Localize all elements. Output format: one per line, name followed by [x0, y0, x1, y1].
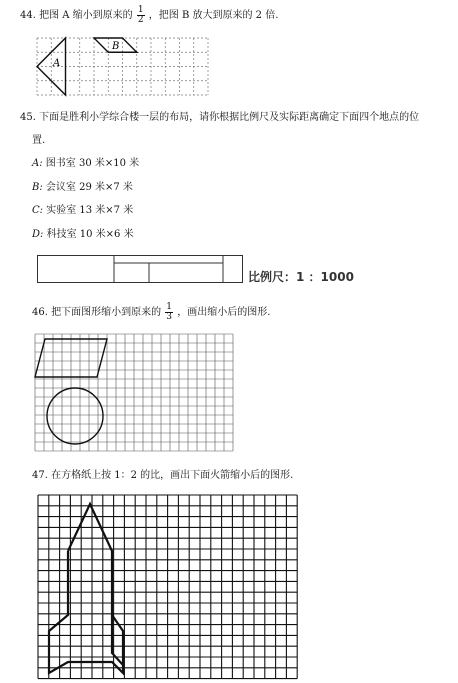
shape-a-label: A — [53, 58, 61, 69]
q45-item-text: 会议室 29 米×7 米 — [45, 182, 133, 193]
q45-item-b — [32, 181, 133, 195]
q45-item-key: C: — [32, 205, 44, 216]
q45-prompt-line2: 置. — [32, 135, 46, 146]
q45-scale-text: 比例尺：1 ：1000 — [248, 270, 354, 284]
q44-grid-figure — [37, 38, 208, 95]
q45-item-a — [32, 157, 139, 171]
q47-grid-figure — [38, 495, 298, 680]
q45-item-d — [32, 228, 134, 242]
q45-prompt-line1: 45. 下面是胜利小学综合楼一层的布局，请你根据比例尺及实际距离确定下面四个地点的位 — [20, 112, 420, 123]
q45-floor-plan — [37, 255, 243, 285]
q45-item-key: D: — [32, 229, 44, 240]
q46-number: 46. — [32, 307, 48, 318]
q45-item-text: 实验室 13 米×7 米 — [46, 205, 134, 216]
q44-prompt — [20, 6, 278, 25]
q44-text-a: 把图 A 缩小到原来的 — [39, 10, 133, 21]
q46-frac-den: 3 — [166, 312, 173, 322]
q45-item-text: 科技室 10 米×6 米 — [46, 229, 134, 240]
q46-frac-num: 1 — [166, 302, 173, 312]
floor-plan-outline — [38, 256, 243, 283]
q45-item-key: A: — [32, 158, 43, 169]
q45-item-c — [32, 204, 133, 218]
q46-fraction — [165, 303, 173, 322]
q46-grid-lines — [35, 334, 233, 451]
q47-grid-lines — [38, 495, 297, 679]
q46-prompt — [32, 303, 270, 322]
q45-item-text: 图书室 30 米×10 米 — [45, 158, 140, 169]
q44-frac-den: 2 — [137, 15, 144, 25]
q47-prompt: 47. 在方格纸上按 1：2 的比，画出下面火箭缩小后的图形. — [32, 470, 294, 481]
q44-fraction — [137, 6, 145, 25]
q46-grid-figure — [35, 334, 233, 454]
q44-number: 44. — [20, 10, 36, 21]
q46-text-a: 把下面图形缩小到原来的 — [51, 307, 162, 318]
q46-text-b: ，画出缩小后的图形. — [177, 307, 271, 318]
q46-circle — [47, 388, 103, 444]
q45-item-key: B: — [32, 182, 43, 193]
shape-b-label: B — [112, 41, 120, 52]
q44-frac-num: 1 — [137, 5, 144, 15]
q44-text-b: ，把图 B 放大到原来的 2 倍. — [148, 10, 279, 21]
q44-grid-lines — [37, 38, 208, 95]
